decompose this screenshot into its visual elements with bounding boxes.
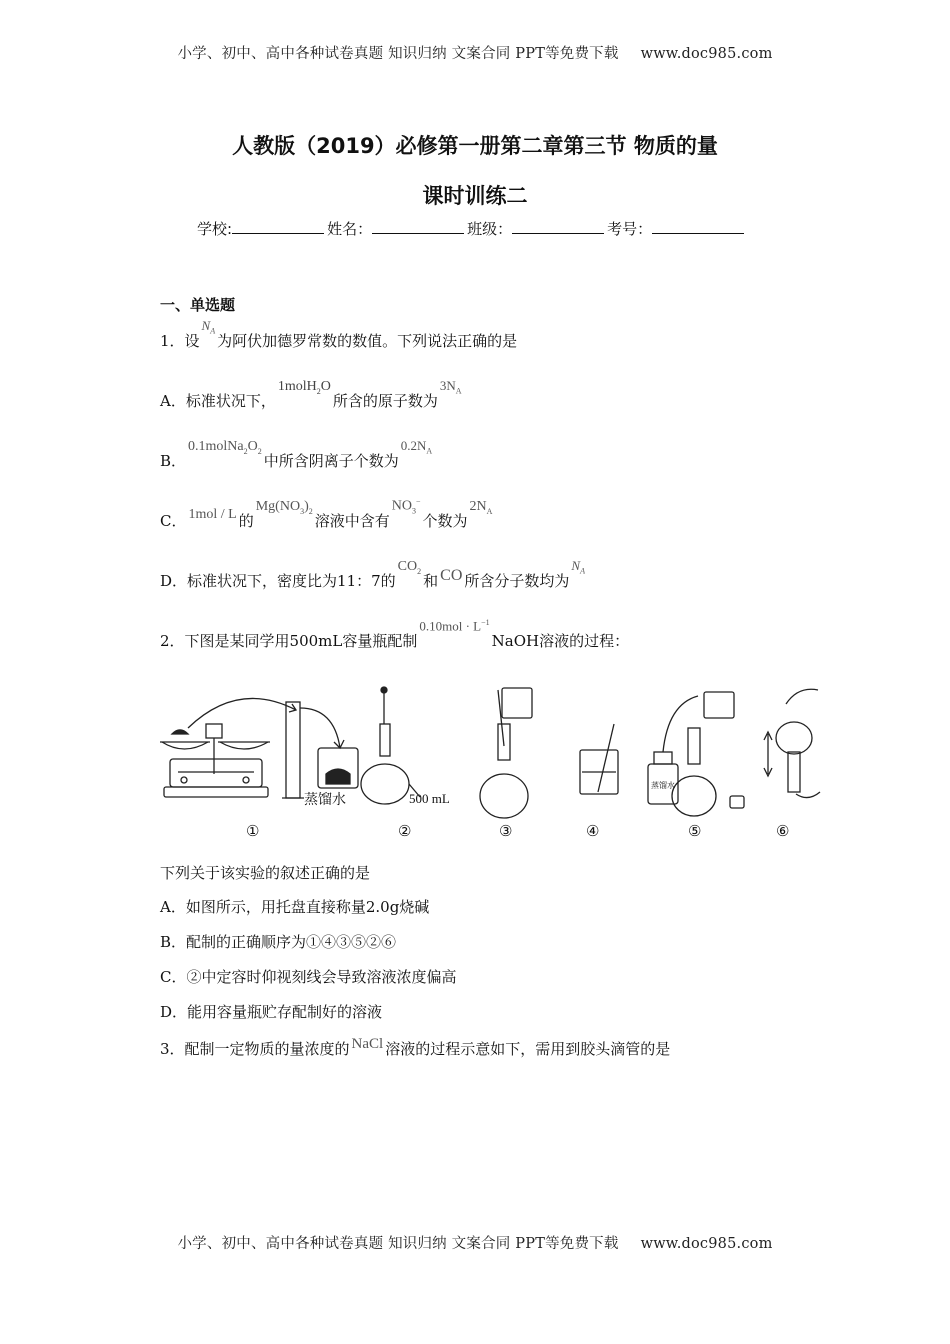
doc-subtitle: 课时训练二	[422, 184, 528, 208]
q3-stem-a: 3．配制一定物质的量浓度的	[160, 1040, 350, 1058]
balance-illustration	[160, 698, 296, 797]
q2-stem-a: 2．下图是某同学用500mL容量瓶配制	[160, 632, 418, 650]
formula-co2: $CO_2$	[397, 559, 422, 576]
q1-stem-b: 为阿伏加德罗常数的数值。下列说法正确的是	[217, 332, 518, 350]
procedure-figure	[158, 684, 838, 844]
step-6-label: ⑥	[776, 822, 790, 840]
q1-b-text2: 中所含阴离子个数为	[263, 452, 399, 470]
q1-b-text1: B．	[160, 452, 187, 470]
formula-nacl: NaCl	[351, 1036, 384, 1052]
q1-c-text3: 溶液中含有	[314, 512, 390, 530]
formula-na-d: $N_A$	[571, 558, 585, 576]
step-1-label: ①	[246, 822, 260, 840]
q1-a-text1: A．标准状况下，	[160, 392, 276, 410]
formula-conc: 1mol / L	[188, 507, 237, 522]
q1-c-text4: 个数为	[422, 512, 468, 530]
q1-stem	[160, 318, 518, 352]
page-header	[0, 42, 950, 63]
q2-option-a: A．如图所示，用托盘直接称量2.0g烧碱	[160, 898, 430, 916]
class-label: 班级：	[467, 220, 513, 238]
number-label: 考号：	[607, 220, 653, 238]
flask-3-illustration	[480, 688, 532, 818]
step-5-label: ⑤	[688, 822, 702, 840]
q2-stem-b: NaOH溶液的过程：	[491, 632, 630, 650]
formula-na: $N_A$	[201, 318, 216, 336]
procedure-svg	[158, 684, 838, 844]
water-label: 蒸馏水	[304, 793, 346, 808]
q1-c-text2: 的	[238, 512, 254, 530]
number-blank[interactable]	[652, 219, 744, 234]
formula-h2o: 1molH$_2$O	[277, 379, 331, 396]
q1-d-text1: D．标准状况下，密度比为11：7的	[160, 572, 396, 590]
footer-text: 小学、初中、高中各种试卷真题 知识归纳 文案合同 PPT等免费下载	[177, 1236, 619, 1252]
q2-stem	[160, 617, 630, 651]
q1-stem-a: 1．设	[160, 332, 200, 350]
q1-option-a	[160, 378, 464, 412]
q3-stem	[160, 1038, 670, 1059]
header-site[interactable]: www.doc985.com	[640, 46, 773, 62]
q1-d-text2: 和	[423, 572, 439, 590]
step-2-label: ②	[398, 822, 412, 840]
flask-5-illustration	[648, 692, 744, 816]
header-text: 小学、初中、高中各种试卷真题 知识归纳 文案合同 PPT等免费下载	[177, 46, 619, 62]
formula-mgno3: $Mg(NO_3)_2$	[255, 499, 313, 516]
q1-d-text3: 所含分子数均为	[464, 572, 570, 590]
q2-option-d: D．能用容量瓶贮存配制好的溶液	[160, 1003, 383, 1021]
q1-a-text2: 所含的原子数为	[332, 392, 438, 410]
q2-option-c: C．②中定容时仰视刻线会导致溶液浓度偏高	[160, 968, 457, 986]
formula-co: CO	[440, 567, 463, 584]
cylinder-illustration	[282, 702, 358, 798]
q1-option-c	[160, 497, 494, 532]
doc-title: 人教版（2019）必修第一册第二章第三节 物质的量	[232, 134, 718, 158]
beaker-4-illustration	[580, 724, 618, 794]
footer-site[interactable]: www.doc985.com	[640, 1236, 773, 1252]
q2-after: 下列关于该实验的叙述正确的是	[160, 864, 371, 882]
school-blank[interactable]	[232, 219, 324, 234]
class-blank[interactable]	[512, 219, 604, 234]
q1-c-text1: C．	[160, 512, 187, 530]
page-footer	[0, 1232, 950, 1253]
school-label: 学校:	[197, 220, 233, 238]
q1-option-b	[160, 438, 434, 472]
section-heading: 一、单选题	[160, 296, 236, 314]
formula-2na: $2N_A$	[469, 499, 493, 516]
formula-no3: $NO_3^-$	[391, 497, 421, 516]
name-label: 姓名：	[327, 220, 373, 238]
formula-02na: $0.2N_A$	[400, 438, 433, 456]
flask-6-illustration	[764, 689, 820, 797]
flask-2-illustration	[361, 687, 420, 804]
flask-volume-label: 500 mL	[409, 791, 450, 806]
q1-option-d	[160, 558, 587, 592]
formula-na2o2: $0.1molNa_2O_2$	[188, 439, 262, 456]
q3-stem-b: 溶液的过程示意如下，需用到胶头滴管的是	[385, 1040, 671, 1058]
bottle-label: 蒸馏水	[651, 781, 675, 790]
student-info	[197, 218, 747, 239]
name-blank[interactable]	[372, 219, 464, 234]
step-4-label: ④	[586, 822, 600, 840]
q2-option-b: B．配制的正确顺序为①④③⑤②⑥	[160, 933, 397, 951]
formula-conc2: $0.10mol \cdot L^{-1}$	[419, 617, 490, 633]
formula-3na: $3N_A$	[439, 378, 462, 396]
step-3-label: ③	[499, 822, 513, 840]
